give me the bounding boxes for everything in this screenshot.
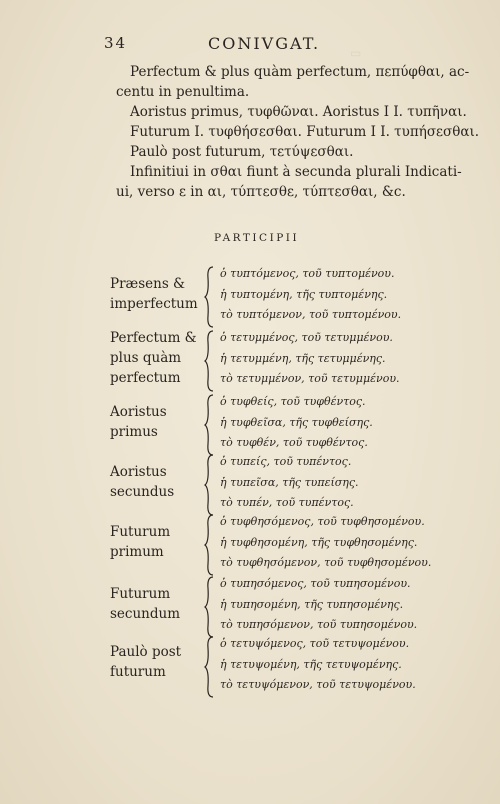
- group-label: Præsens & imperfectum: [110, 276, 198, 312]
- brace-icon: [204, 514, 214, 576]
- paragraph-line: Infinitiui in σθαι fiunt à secunda plurali Indicati-: [130, 164, 462, 180]
- brace-icon: [204, 394, 214, 456]
- participle-group-present: [110, 264, 400, 330]
- brace-icon: [204, 576, 214, 638]
- group-forms: ὁ τυφθησόμενος, τοῦ τυφθησομένου. ἡ τυφθησομένη, τῆς τυφθησομένης. τὸ τυφθησόμενον, τοῦ τυφθησομένου.: [220, 515, 432, 569]
- participle-group-future-2: [110, 574, 418, 640]
- group-forms: ὁ τυπτόμενος, τοῦ τυπτομένου. ἡ τυπτομένη, τῆς τυπτομένης. τὸ τυπτόμενον, τοῦ τυπτομένου.: [220, 267, 402, 321]
- group-forms: ὁ τετυμμένος, τοῦ τετυμμένου. ἡ τετυμμένη, τῆς τετυμμένης. τὸ τετυμμένον, τοῦ τετυμμένου.: [220, 331, 400, 385]
- participle-group-future-1: [110, 512, 432, 578]
- brace-icon: [204, 454, 214, 516]
- section-title: PARTICIPII: [214, 232, 300, 244]
- group-forms: ὁ τετυψόμενος, τοῦ τετυψομένου. ἡ τετυψομένη, τῆς τετυψομένης. τὸ τετυψόμενον, τοῦ τετυψομένου.: [220, 637, 416, 691]
- running-head: CONIVGAT.: [208, 34, 321, 53]
- paragraph-line: Paulò post futurum, τετύψεσθαι.: [130, 144, 354, 160]
- group-label: Futurum secundum: [110, 586, 181, 622]
- group-forms: ὁ τυπησόμενος, τοῦ τυπησομένου. ἡ τυπησομένη, τῆς τυπησομένης. τὸ τυπησόμενον, τοῦ τυπησομένου.: [220, 577, 418, 631]
- group-forms: ὁ τυπείς, τοῦ τυπέντος. ἡ τυπεῖσα, τῆς τυπείσης. τὸ τυπέν, τοῦ τυπέντος.: [220, 455, 359, 509]
- participle-group-aorist-2: [110, 452, 400, 518]
- paragraph-line: Aoristus primus, τυφθῶναι. Aoristus I I. τυπῆναι.: [130, 104, 467, 120]
- group-label: Aoristus secundus: [110, 464, 175, 500]
- brace-icon: [204, 266, 214, 328]
- paragraph-line: ui, verso ε in αι, τύπτεσθε, τύπτεσθαι, &c.: [116, 184, 406, 200]
- infinitive-paragraph: [116, 62, 480, 202]
- group-label: Perfectum & plus quàm perfectum: [110, 330, 197, 386]
- paragraph-line: Perfectum & plus quàm perfectum, πεπύφθαι, ac-: [130, 64, 470, 80]
- paragraph-line: centu in penultima.: [116, 84, 250, 100]
- participle-group-aorist-1: [110, 392, 400, 458]
- page-number: 34: [104, 34, 128, 52]
- group-forms: ὁ τυφθείς, τοῦ τυφθέντος. ἡ τυφθεῖσα, τῆς τυφθείσης. τὸ τυφθέν, τοῦ τυφθέντος.: [220, 395, 373, 449]
- participle-group-perfect: [110, 328, 400, 394]
- participle-group-future-perfect: [110, 634, 416, 700]
- brace-icon: [204, 330, 214, 392]
- show-through-texture: ▭: [350, 46, 362, 60]
- group-label: Paulò post futurum: [110, 644, 182, 680]
- paragraph-line: Futurum I. τυφθήσεσθαι. Futurum I I. τυπήσεσθαι.: [130, 124, 480, 140]
- brace-icon: [204, 636, 214, 698]
- group-label: Futurum primum: [110, 524, 171, 560]
- group-label: Aoristus primus: [110, 404, 167, 440]
